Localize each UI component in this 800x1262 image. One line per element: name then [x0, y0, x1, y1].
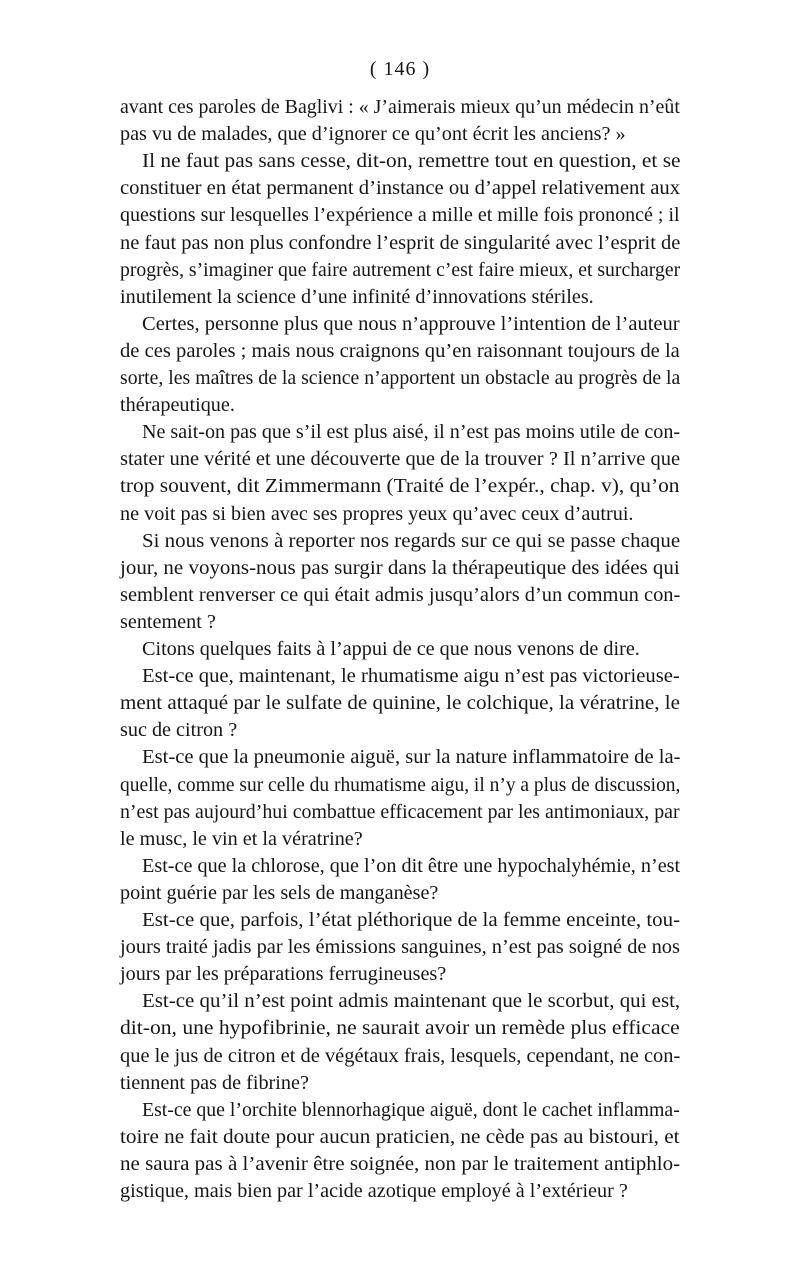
text-line: dit-on, une hypofibrinie, ne saurait avoir un remède plus efficace: [120, 1017, 680, 1039]
text-line: jours par les préparations ferrugineuses?: [120, 963, 447, 985]
text-line: Citons quelques faits à l’appui de ce que nous venons de dire.: [142, 638, 640, 660]
text-line: que le jus de citron et de végétaux frais, lesquels, cependant, ne con-: [120, 1045, 681, 1067]
text-line: avant ces paroles de Baglivi : « J’aimerais mieux qu’un médecin n’eût: [120, 96, 680, 118]
text-line: trop souvent, dit Zimmermann (Traité de l’expér., chap. v), qu’on: [120, 475, 680, 497]
text-line: questions sur lesquelles l’expérience a mille et mille fois prononcé ; il: [120, 204, 680, 226]
text-line: Est-ce qu’il n’est point admis maintenant que le scorbut, qui est,: [142, 990, 681, 1012]
text-line: de ces paroles ; mais nous craignons qu’en raisonnant toujours de la: [120, 340, 680, 362]
text-line: Est-ce que l’orchite blennorhagique aiguë, dont le cachet inflamma-: [142, 1099, 680, 1121]
text-line: inutilement la science d’une infinité d’innovations stériles.: [120, 286, 594, 308]
text-line: progrès, s’imaginer que faire autrement c’est faire mieux, et surcharger: [120, 259, 681, 281]
text-line: tiennent pas de fibrine?: [120, 1072, 309, 1094]
text-line: n’est pas aujourd’hui combattue efficacement par les antimoniaux, par: [120, 801, 680, 823]
text-line: Est-ce que la chlorose, que l’on dit être une hypochalyhémie, n’est: [142, 855, 681, 877]
text-line: suc de citron ?: [120, 719, 238, 741]
page-number: ( 146 ): [369, 58, 431, 80]
text-line: ment attaqué par le sulfate de quinine, le colchique, la vératrine, le: [120, 692, 680, 714]
text-line: Est-ce que la pneumonie aiguë, sur la nature inflammatoire de la-: [142, 746, 681, 768]
text-line: Est-ce que, maintenant, le rhumatisme aigu n’est pas victorieuse-: [142, 665, 680, 687]
text-line: sorte, les maîtres de la science n’apportent un obstacle au progrès de la: [120, 367, 681, 389]
text-line: gistique, mais bien par l’acide azotique employé à l’extérieur ?: [120, 1180, 628, 1202]
text-line: thérapeutique.: [120, 394, 235, 416]
text-line: ne faut pas non plus confondre l’esprit de singularité avec l’esprit de: [120, 232, 681, 254]
text-line: stater une vérité et une découverte que de la trouver ? Il n’arrive que: [120, 448, 681, 470]
text-line: quelle, comme sur celle du rhumatisme aigu, il n’y a plus de discussion,: [120, 774, 681, 796]
text-line: jours traité jadis par les émissions sanguines, n’est pas soigné de nos: [120, 936, 680, 958]
text-line: Certes, personne plus que nous n’approuve l’intention de l’auteur: [142, 313, 680, 335]
text-line: Est-ce que, parfois, l’état pléthorique de la femme enceinte, tou-: [142, 909, 681, 931]
text-line: Ne sait-on pas que s’il est plus aisé, il n’est pas moins utile de con-: [142, 421, 681, 443]
text-line: constituer en état permanent d’instance ou d’appel relativement aux: [120, 177, 681, 199]
text-line: point guérie par les sels de manganèse?: [120, 882, 439, 904]
text-line: ne saura pas à l’avenir être soignée, non par le traitement antiphlo-: [120, 1153, 681, 1175]
text-line: pas vu de malades, que d’ignorer ce qu’ont écrit les anciens? »: [120, 123, 626, 145]
text-line: toire ne fait doute pour aucun praticien, ne cède pas au bistouri, et: [120, 1126, 680, 1148]
text-line: Il ne faut pas sans cesse, dit-on, remettre tout en question, et se: [142, 150, 681, 172]
text-line: ne voit pas si bien avec ses propres yeux qu’avec ceux d’autrui.: [120, 503, 634, 525]
text-line: jour, ne voyons-nous pas surgir dans la thérapeutique des idées qui: [120, 557, 680, 579]
text-line: sentement ?: [120, 611, 216, 633]
text-line: semblent renverser ce qui était admis jusqu’alors d’un commun con-: [120, 584, 681, 606]
text-line: le musc, le vin et la vératrine?: [120, 828, 363, 850]
text-line: Si nous venons à reporter nos regards sur ce qui se passe chaque: [142, 530, 681, 552]
